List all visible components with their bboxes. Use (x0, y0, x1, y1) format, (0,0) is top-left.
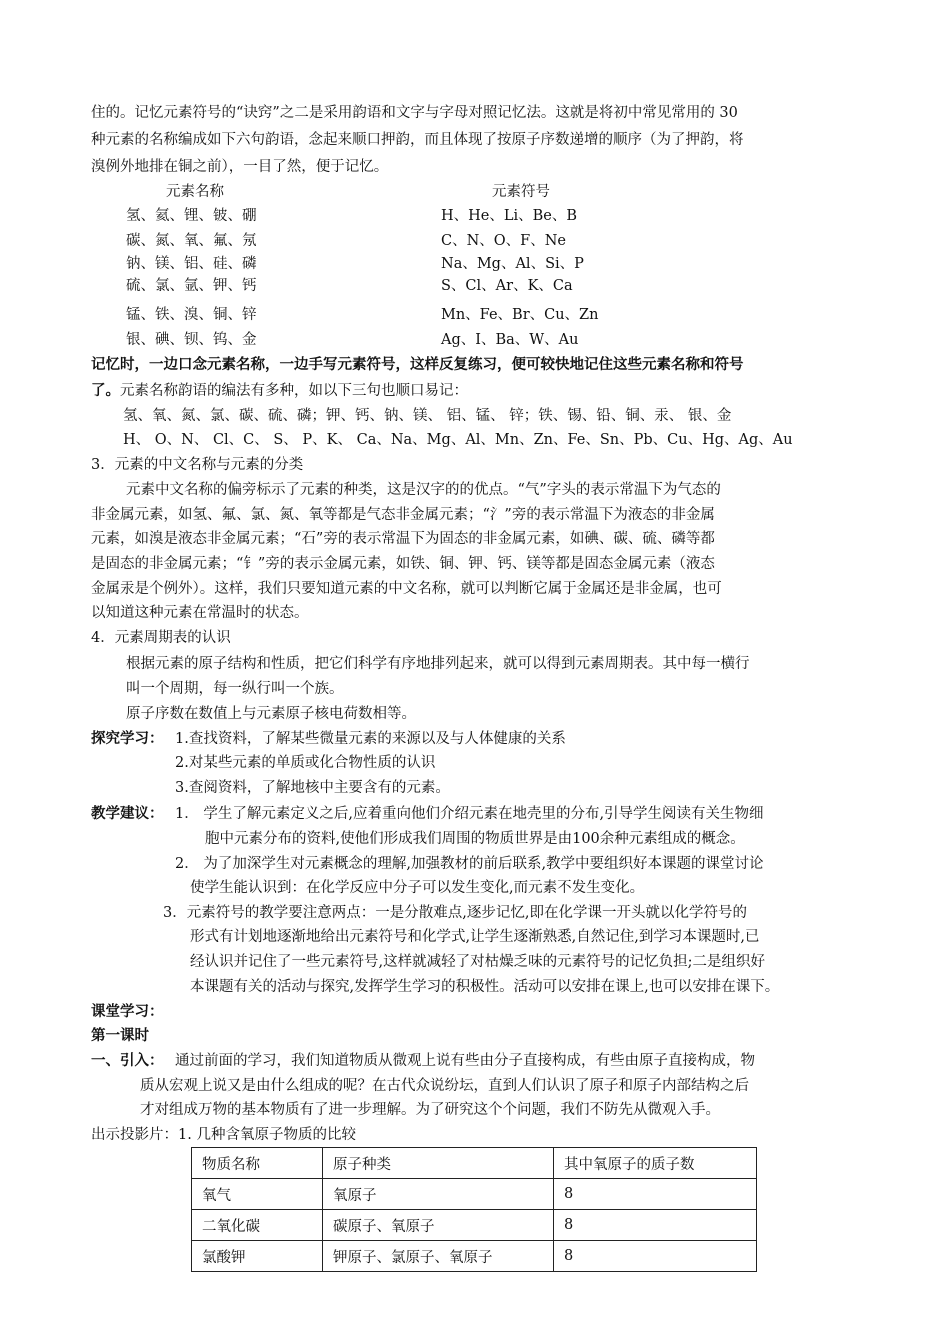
suggestion-line: 使学生能认识到：在化学反应中分子可以发生变化,而元素不发生变化。 (190, 880, 645, 896)
section3-title: 3．元素的中文名称与元素的分类 (91, 457, 304, 473)
inquiry-item: 2.对某些元素的单质或化合物性质的认识 (175, 755, 436, 771)
section3-line: 元素，如溴是液态非金属元素；“石”旁的表示常温下为固态的非金属元素，如碘、碳、硫、磷等都 (91, 531, 715, 547)
rhyme-row-symbols: C、N、O、F、Ne (441, 233, 566, 249)
rhyme-header-names: 元素名称 (166, 184, 224, 200)
suggestion-line: 3．元素符号的教学要注意两点：一是分散难点,逐步记忆,即在化学课一开头就以化学符号的 (163, 905, 747, 921)
rhyme-header-symbols: 元素符号 (492, 184, 550, 200)
rhyme-row-names: 钠、镁、铝、硅、磷 (126, 256, 257, 272)
table-cell: 氧原子 (323, 1179, 554, 1210)
table-cell: 氧气 (192, 1179, 323, 1210)
section3-line: 以知道这种元素在常温时的状态。 (91, 605, 309, 621)
rhyme-row-names: 氢、氦、锂、铍、硼 (126, 208, 257, 224)
section3-line: 非金属元素，如氢、氟、氯、氮、氧等都是气态非金属元素；“氵”旁的表示常温下为液态的非金属 (91, 507, 715, 523)
section3-line: 元素中文名称的偏旁标示了元素的种类，这是汉字的的优点。“气”字头的表示常温下为气态的 (126, 482, 721, 498)
memory-tip-line-2 (91, 379, 468, 400)
rhyme-row-names: 锰、铁、溴、铜、锌 (126, 307, 257, 323)
memory-tip-bold-1: 记忆时，一边口念元素名称，一边手写元素符号，这样反复练习，便可较快地记住这些元素名称和符号 (91, 356, 744, 373)
section4-line: 原子序数在数值上与元素原子核电荷数相等。 (126, 706, 416, 722)
rhyme-row-symbols: H、He、Li、Be、B (441, 208, 578, 224)
inquiry-label: 探究学习： (91, 730, 164, 747)
table-cell: 碳原子、氧原子 (323, 1210, 554, 1241)
intro-line-1: 住的。记忆元素符号的“诀窍”之二是采用韵语和文字与字母对照记忆法。这就是将初中常见常用的 30 (91, 105, 738, 121)
table-cell: 二氧化碳 (192, 1210, 323, 1241)
memory-tip-bold-2: 了。 (91, 382, 120, 399)
intro-label: 一、引入： (91, 1052, 164, 1069)
section4-line: 叫一个周期，每一纵行叫一个族。 (126, 681, 344, 697)
intro-text-line: 质从宏观上说又是由什么组成的呢？在古代众说纷坛，直到人们认识了原子和原子内部结构之后 (140, 1078, 749, 1094)
rhyme-row-names: 碳、氮、氧、氟、氖 (126, 233, 257, 249)
inquiry-item: 3.查阅资料，了解地核中主要含有的元素。 (175, 780, 450, 796)
rhyme-row-names: 银、碘、钡、钨、金 (126, 332, 257, 348)
table-header-row (192, 1148, 757, 1179)
rhyme-row-symbols: Na、Mg、Al、Si、P (441, 256, 584, 272)
slide-caption: 出示投影片：1. 几种含氧原子物质的比较 (91, 1127, 356, 1143)
rhyme-row-symbols: S、Cl、Ar、K、Ca (441, 278, 573, 294)
suggestion-line: 2． 为了加深学生对元素概念的理解,加强教材的前后联系,教学中要组织好本课题的课堂讨论 (175, 856, 764, 872)
suggestion-line: 胞中元素分布的资料,使他们形成我们周围的物质世界是由100余种元素组成的概念。 (205, 831, 745, 847)
table-cell: 8 (554, 1179, 757, 1210)
inquiry-item: 1.查找资料，了解某些微量元素的来源以及与人体健康的关系 (175, 731, 566, 747)
table-header-cell: 原子种类 (323, 1148, 554, 1179)
oxygen-comparison-table (191, 1147, 757, 1272)
section3-line: 是固态的非金属元素；“钅”旁的表示金属元素，如铁、铜、钾、钙、镁等都是固态金属元素（液态 (91, 556, 715, 572)
table-row (192, 1241, 757, 1272)
table-header-cell: 物质名称 (192, 1148, 323, 1179)
rhyme-row-symbols: Mn、Fe、Br、Cu、Zn (441, 307, 599, 323)
table-row (192, 1179, 757, 1210)
table-cell: 钾原子、氯原子、氧原子 (323, 1241, 554, 1272)
lesson-label: 第一课时 (91, 1027, 149, 1044)
suggestion-line: 1． 学生了解元素定义之后,应着重向他们介绍元素在地壳里的分布,引导学生阅读有关生物细 (175, 806, 764, 822)
classroom-label: 课堂学习： (91, 1003, 164, 1020)
table-cell: 氯酸钾 (192, 1241, 323, 1272)
suggestion-line: 形式有计划地逐渐地给出元素符号和化学式,让学生逐渐熟悉,自然记住,到学习本课题时,已 (190, 929, 760, 945)
memory-tip-rest: 元素名称韵语的编法有多种，如以下三句也顺口易记： (120, 383, 468, 399)
rhyme-row-names: 硫、氯、氩、钾、钙 (126, 278, 257, 294)
section3-line: 金属汞是个例外）。这样，我们只要知道元素的中文名称，就可以判断它属于金属还是非金属，也可 (91, 581, 722, 597)
intro-text-line: 才对组成万物的基本物质有了进一步理解。为了研究这个个问题，我们不防先从微观入手。 (140, 1102, 720, 1118)
suggestion-line: 本课题有关的活动与探究,发挥学生学习的积极性。活动可以安排在课上,也可以安排在课下。 (190, 979, 780, 995)
intro-line-3: 溴例外地排在铜之前），一目了然，便于记忆。 (91, 159, 389, 175)
alt-rhyme-names: 氢、氧、氮、氯、碳、硫、磷；钾、钙、钠、镁、 铝、锰、 锌；铁、锡、铅、铜、汞、 银、金 (123, 408, 732, 424)
section4-line: 根据元素的原子结构和性质，把它们科学有序地排列起来，就可以得到元素周期表。其中每一横行 (126, 656, 750, 672)
suggestion-line: 经认识并记住了一些元素符号,这样就减轻了对枯燥乏味的元素符号的记忆负担;二是组织好 (190, 954, 765, 970)
alt-rhyme-symbols: H、 O、N、 Cl、C、 S、 P、K、 Ca、Na、Mg、Al、Mn、Zn、Fe、Sn、Pb、Cu、Hg、Ag、Au (123, 432, 793, 448)
suggestions-label: 教学建议： (91, 805, 164, 822)
intro-line-2: 种元素的名称编成如下六句韵语，念起来顺口押韵，而且体现了按原子序数递增的顺序（为了押韵，将 (91, 132, 744, 148)
intro-text-line: 通过前面的学习，我们知道物质从微观上说有些由分子直接构成，有些由原子直接构成，物 (175, 1053, 755, 1069)
rhyme-row-symbols: Ag、I、Ba、W、Au (441, 332, 579, 348)
section4-title: 4．元素周期表的认识 (91, 630, 231, 646)
table-cell: 8 (554, 1210, 757, 1241)
table-row (192, 1210, 757, 1241)
table-cell: 8 (554, 1241, 757, 1272)
table-header-cell: 其中氧原子的质子数 (554, 1148, 757, 1179)
